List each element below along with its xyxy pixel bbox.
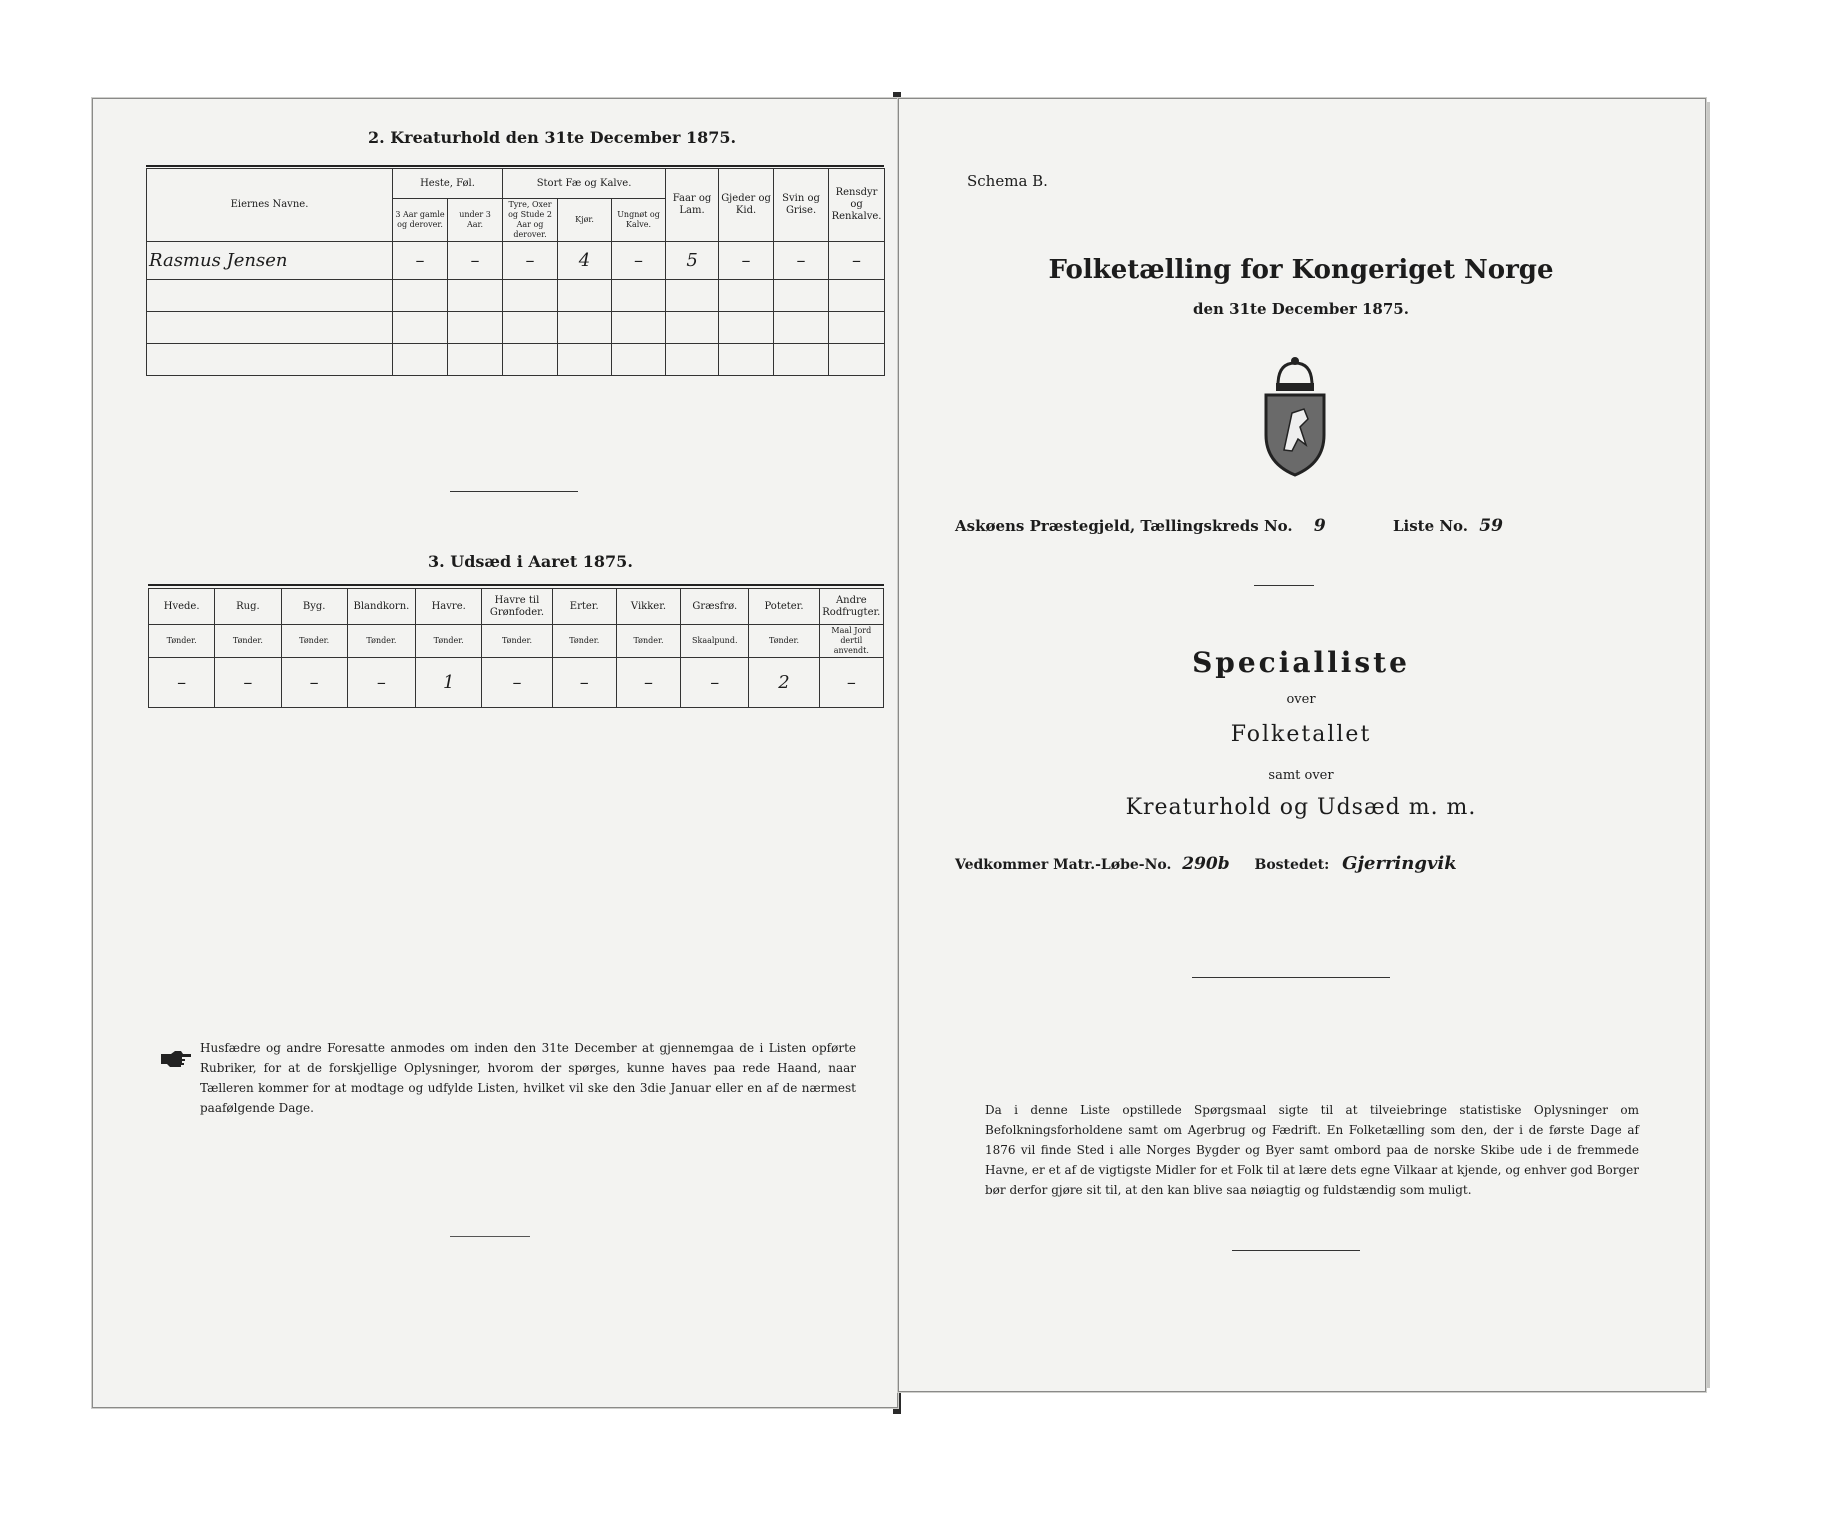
matr-line bbox=[955, 853, 1457, 874]
table-row bbox=[147, 312, 885, 344]
unit: Tønder. bbox=[149, 625, 215, 658]
header-cattle: Stort Fæ og Kalve. bbox=[503, 169, 666, 199]
header-young-cattle: Ungnøt og Kalve. bbox=[612, 199, 666, 242]
header-horses-young: under 3 Aar. bbox=[448, 199, 503, 242]
header-horses: Heste, Føl. bbox=[393, 169, 503, 199]
header-rug: Rug. bbox=[215, 589, 281, 625]
header-hvede: Hvede. bbox=[149, 589, 215, 625]
owner-name: Rasmus Jensen bbox=[147, 242, 393, 280]
instructions-note: Husfædre og andre Foresatte anmodes om inden den 31te December at gjennemgaa de i Listen opførte Rubriker, for at de forskjellige Oplysninger, hvorom der spørges, kunne haves paa rede Haand, naar Tælleren kommer for at modtage og udfylde Listen, hvilket vil ske den 3die Januar eller en af de nærmest paafølgende Dage. bbox=[200, 1041, 856, 1115]
cell: – bbox=[393, 242, 448, 280]
bosted-value: Gjerringvik bbox=[1342, 853, 1457, 874]
over-text: over bbox=[1286, 692, 1316, 707]
header-erter: Erter. bbox=[552, 589, 616, 625]
livestock-table bbox=[146, 168, 885, 376]
divider bbox=[1254, 585, 1314, 586]
livestock-title: 2. Kreaturhold den 31te December 1875. bbox=[368, 128, 737, 147]
table-row bbox=[147, 280, 885, 312]
cell: – bbox=[819, 658, 883, 708]
kreaturhold-heading: Kreaturhold og Udsæd m. m. bbox=[1125, 795, 1477, 820]
cell: – bbox=[281, 658, 347, 708]
divider bbox=[1232, 1250, 1360, 1251]
header-blandkorn: Blandkorn. bbox=[347, 589, 415, 625]
cell: – bbox=[774, 242, 829, 280]
cell: – bbox=[149, 658, 215, 708]
cell: 1 bbox=[416, 658, 482, 708]
divider bbox=[1192, 977, 1390, 978]
cell: – bbox=[612, 242, 666, 280]
seed-top-rule bbox=[148, 584, 884, 586]
folketallet-heading: Folketallet bbox=[1230, 722, 1372, 747]
header-rodfrugter: Andre Rodfrugter. bbox=[819, 589, 883, 625]
unit: Tønder. bbox=[616, 625, 680, 658]
unit: Tønder. bbox=[416, 625, 482, 658]
schema-label: Schema B. bbox=[967, 172, 1048, 190]
cell: – bbox=[552, 658, 616, 708]
header-goats: Gjeder og Kid. bbox=[719, 169, 774, 242]
header-sheep: Faar og Lam. bbox=[666, 169, 719, 242]
unit: Tønder. bbox=[749, 625, 819, 658]
cell: – bbox=[503, 242, 558, 280]
cell: – bbox=[829, 242, 885, 280]
header-havre: Havre. bbox=[416, 589, 482, 625]
header-vikker: Vikker. bbox=[616, 589, 680, 625]
table-row bbox=[147, 344, 885, 376]
cell: – bbox=[616, 658, 680, 708]
explanatory-paragraph: Da i denne Liste opstillede Spørgsmaal sigte til at tilveiebringe statistiske Oplysninger om Befolkningsforholdene samt om Agerbrug og Fædrift. En Folketælling som den, der i de første Dage af 1876 vil finde Sted i alle Norges Bygder og Byer samt ombord paa de norske Skibe ude i de fremmede Havne, er et af de vigtigste Midler for et Folk til at lære dets egne Vilkaar at kjende, og enhver god Borger bør derfor gjøre sit til, at den kan blive saa nøiagtig og fuldstændig som muligt. bbox=[985, 1103, 1639, 1197]
kreds-no: 9 bbox=[1313, 516, 1326, 536]
top-rule bbox=[146, 165, 884, 167]
date-line: den 31te December 1875. bbox=[1193, 300, 1409, 318]
cell: – bbox=[347, 658, 415, 708]
header-byg: Byg. bbox=[281, 589, 347, 625]
header-cows: Kjør. bbox=[558, 199, 612, 242]
unit: Tønder. bbox=[215, 625, 281, 658]
pointing-hand-icon bbox=[160, 1050, 192, 1068]
parish-label: Askøens Præstegjeld, Tællingskreds No. bbox=[955, 517, 1293, 535]
liste-no: 59 bbox=[1479, 516, 1503, 536]
cell: – bbox=[448, 242, 503, 280]
unit: Tønder. bbox=[281, 625, 347, 658]
cell: 4 bbox=[558, 242, 612, 280]
unit: Tønder. bbox=[552, 625, 616, 658]
unit: Tønder. bbox=[347, 625, 415, 658]
header-horses-old: 3 Aar gamle og derover. bbox=[393, 199, 448, 242]
header-reindeer: Rensdyr og Renkalve. bbox=[829, 169, 885, 242]
header-bulls: Tyre, Oxer og Stude 2 Aar og derover. bbox=[503, 199, 558, 242]
header-graesfro: Græsfrø. bbox=[681, 589, 749, 625]
matr-label: Vedkommer Matr.-Løbe-No. bbox=[955, 857, 1172, 873]
header-poteter: Poteter. bbox=[749, 589, 819, 625]
cell: – bbox=[482, 658, 552, 708]
cell: – bbox=[215, 658, 281, 708]
divider bbox=[450, 491, 578, 492]
cell: – bbox=[681, 658, 749, 708]
table-row bbox=[149, 658, 884, 708]
liste-label: Liste No. bbox=[1392, 517, 1469, 535]
samt-over-text: samt over bbox=[1268, 768, 1334, 783]
cell: 2 bbox=[749, 658, 819, 708]
bosted-label: Bostedet: bbox=[1254, 857, 1330, 873]
specialliste-heading: Specialliste bbox=[1192, 646, 1410, 679]
cell: 5 bbox=[666, 242, 719, 280]
table-row bbox=[147, 242, 885, 280]
divider bbox=[450, 1236, 530, 1237]
seed-title: 3. Udsæd i Aaret 1875. bbox=[428, 552, 633, 571]
main-title: Folketælling for Kongeriget Norge bbox=[1048, 255, 1554, 285]
coat-of-arms-icon bbox=[1248, 355, 1342, 480]
header-owner: Eiernes Navne. bbox=[147, 169, 393, 242]
unit: Skaalpund. bbox=[681, 625, 749, 658]
unit: Maal Jord dertil anvendt. bbox=[819, 625, 883, 658]
header-havre-gronfoder: Havre til Grønfoder. bbox=[482, 589, 552, 625]
header-pigs: Svin og Grise. bbox=[774, 169, 829, 242]
matr-no: 290b bbox=[1182, 854, 1230, 874]
parish-line bbox=[955, 516, 1503, 536]
unit: Tønder. bbox=[482, 625, 552, 658]
seed-table bbox=[148, 588, 884, 708]
cell: – bbox=[719, 242, 774, 280]
